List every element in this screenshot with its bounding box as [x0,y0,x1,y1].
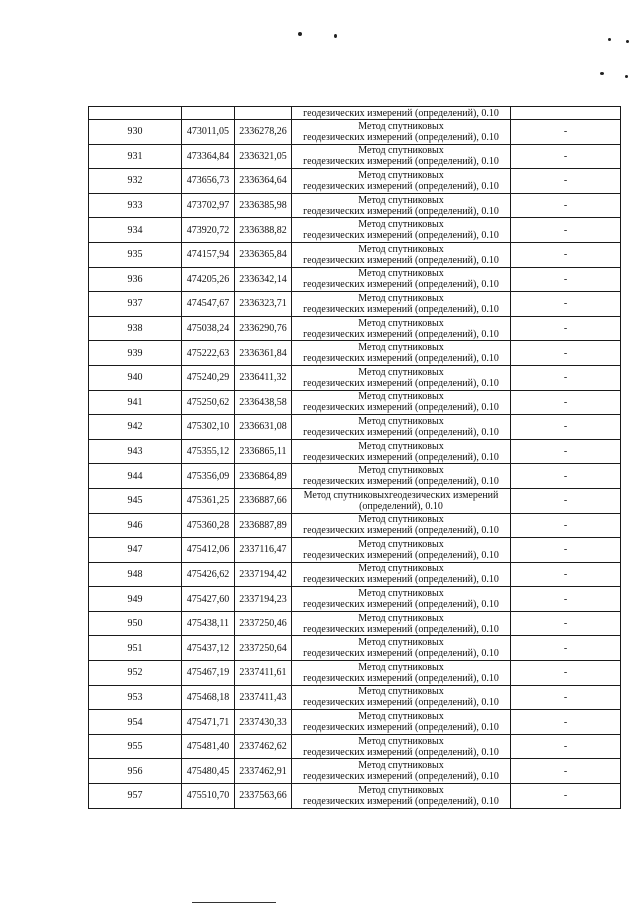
dash-cell: - [511,193,621,218]
method-cell [292,439,511,464]
table-row [89,292,621,317]
method-text: Метод спутниковых [358,661,444,673]
table-row [89,415,621,440]
method-text: геодезических измерений (определений), 0.10 [303,574,499,586]
method-text: Метод спутниковых [358,145,444,157]
dash-cell: - [511,242,621,267]
table-row [89,169,621,194]
y-coordinate-cell: 2336864,89 [235,464,292,489]
dash-cell: - [511,488,621,513]
method-text: Метод спутниковых [358,120,444,132]
method-cell [292,661,511,686]
method-text: Метод спутниковых [358,317,444,329]
method-cell [292,710,511,735]
dash-cell: - [511,464,621,489]
method-text: Метод спутниковых [358,292,444,304]
point-number-cell: 957 [89,784,182,809]
method-text: Метод спутниковых [358,465,444,477]
method-text: Метод спутниковых [358,563,444,575]
y-coordinate-cell: 2337194,23 [235,587,292,612]
method-cell [292,759,511,784]
method-text: геодезических измерений (определений), 0.10 [303,451,499,463]
y-coordinate-cell: 2336365,84 [235,242,292,267]
x-coordinate-cell: 475437,12 [182,636,235,661]
method-text: Метод спутниковых [358,588,444,600]
dash-cell: - [511,661,621,686]
y-coordinate-cell: 2337411,61 [235,661,292,686]
point-number-cell: 941 [89,390,182,415]
y-coordinate-cell: 2336385,98 [235,193,292,218]
dash-cell: - [511,415,621,440]
scan-speck [608,38,611,41]
table-row [89,710,621,735]
method-text: геодезических измерений (определений), 0.10 [303,648,499,660]
y-coordinate-cell: 2336278,26 [235,120,292,145]
point-number-cell: 952 [89,661,182,686]
x-coordinate-cell: 475038,24 [182,316,235,341]
point-number-cell: 940 [89,365,182,390]
method-cell [292,292,511,317]
y-coordinate-cell: 2336290,76 [235,316,292,341]
method-cell [292,488,511,513]
scan-speck [626,40,629,43]
table-row [89,144,621,169]
method-text: Метод спутниковых [358,637,444,649]
point-number-cell: 937 [89,292,182,317]
dash-cell: - [511,587,621,612]
point-number-cell: 947 [89,538,182,563]
method-text: геодезических измерений (определений), 0.10 [303,476,499,488]
dash-cell: - [511,144,621,169]
point-number-cell: 951 [89,636,182,661]
y-coordinate-cell: 2336342,14 [235,267,292,292]
dash-cell [511,107,621,120]
method-text: геодезических измерений (определений), 0.10 [303,623,499,635]
x-coordinate-cell: 475467,19 [182,661,235,686]
point-number-cell: 955 [89,734,182,759]
y-coordinate-cell: 2337563,66 [235,784,292,809]
dash-cell: - [511,734,621,759]
method-cell [292,415,511,440]
table-row [89,316,621,341]
table-row [89,341,621,366]
method-text: геодезических измерений (определений), 0.10 [303,230,499,242]
dash-cell: - [511,784,621,809]
x-coordinate-cell: 475361,25 [182,488,235,513]
x-coordinate-cell: 475427,60 [182,587,235,612]
method-text: Метод спутниковых [358,538,444,550]
method-cell [292,734,511,759]
method-text: геодезических измерений (определений), 0.10 [303,549,499,561]
table-row [89,562,621,587]
method-cell [292,107,511,120]
point-number-cell: 942 [89,415,182,440]
dash-cell: - [511,390,621,415]
method-cell [292,464,511,489]
method-text: Метод спутниковых [358,612,444,624]
point-number-cell: 933 [89,193,182,218]
method-cell [292,341,511,366]
method-text: геодезических измерений (определений), 0.10 [303,353,499,365]
method-text: геодезических измерений (определений), 0.10 [303,426,499,438]
coordinates-table [88,106,621,809]
point-number-cell [89,107,182,120]
y-coordinate-cell: 2336438,58 [235,390,292,415]
table-row [89,439,621,464]
x-coordinate-cell: 475510,70 [182,784,235,809]
y-coordinate-cell: 2337430,33 [235,710,292,735]
dash-cell: - [511,365,621,390]
y-coordinate-cell: 2337250,64 [235,636,292,661]
x-coordinate-cell: 474547,67 [182,292,235,317]
point-number-cell: 946 [89,513,182,538]
dash-cell: - [511,267,621,292]
method-text: геодезических измерений (определений), 0.10 [303,303,499,315]
point-number-cell: 949 [89,587,182,612]
method-text: Метод спутниковых [358,760,444,772]
method-cell [292,513,511,538]
method-text: геодезических измерений (определений), 0.10 [303,722,499,734]
method-cell [292,218,511,243]
method-text: Метод спутниковых [358,711,444,723]
x-coordinate-cell: 475222,63 [182,341,235,366]
method-text: геодезических измерений (определений), 0.10 [303,599,499,611]
method-text: Метод спутниковых [358,194,444,206]
x-coordinate-cell: 473920,72 [182,218,235,243]
table-row [89,538,621,563]
method-text: геодезических измерений (определений), 0.10 [303,328,499,340]
table-row [89,636,621,661]
x-coordinate-cell: 475360,28 [182,513,235,538]
dash-cell: - [511,759,621,784]
dash-cell: - [511,685,621,710]
x-coordinate-cell: 475412,06 [182,538,235,563]
point-number-cell: 948 [89,562,182,587]
table-row [89,390,621,415]
method-text: геодезических измерений (определений), 0.10 [303,402,499,414]
x-coordinate-cell: 475240,29 [182,365,235,390]
method-text: геодезических измерений (определений), 0.10 [303,107,499,119]
point-number-cell: 934 [89,218,182,243]
method-text: геодезических измерений (определений), 0.10 [303,377,499,389]
table-row [89,242,621,267]
table-row [89,464,621,489]
table-row [89,488,621,513]
method-text: геодезических измерений (определений), 0.10 [303,697,499,709]
y-coordinate-cell: 2337116,47 [235,538,292,563]
method-text: Метод спутниковых [358,243,444,255]
y-coordinate-cell: 2337250,46 [235,611,292,636]
method-cell [292,538,511,563]
x-coordinate-cell: 473011,05 [182,120,235,145]
point-number-cell: 935 [89,242,182,267]
method-cell [292,636,511,661]
dash-cell: - [511,513,621,538]
method-text: Метод спутниковых [358,415,444,427]
point-number-cell: 945 [89,488,182,513]
method-cell [292,784,511,809]
x-coordinate-cell: 473364,84 [182,144,235,169]
scan-speck [625,75,628,78]
y-coordinate-cell: 2336411,32 [235,365,292,390]
method-cell [292,685,511,710]
dash-cell: - [511,316,621,341]
y-coordinate-cell: 2336887,66 [235,488,292,513]
x-coordinate-cell [182,107,235,120]
point-number-cell: 956 [89,759,182,784]
method-cell [292,169,511,194]
method-text: геодезических измерений (определений), 0.10 [303,279,499,291]
method-cell [292,365,511,390]
method-text: Метод спутниковых [358,784,444,796]
point-number-cell: 931 [89,144,182,169]
method-text: геодезических измерений (определений), 0.10 [303,746,499,758]
table-row [89,611,621,636]
x-coordinate-cell: 475438,11 [182,611,235,636]
point-number-cell: 950 [89,611,182,636]
table-row [89,661,621,686]
method-text: Метод спутниковых [358,169,444,181]
method-text: Метод спутниковых [358,366,444,378]
x-coordinate-cell: 475426,62 [182,562,235,587]
table-row [89,193,621,218]
table-row [89,759,621,784]
x-coordinate-cell: 475355,12 [182,439,235,464]
method-text: Метод спутниковых [358,268,444,280]
y-coordinate-cell: 2336321,05 [235,144,292,169]
point-number-cell: 932 [89,169,182,194]
x-coordinate-cell: 474157,94 [182,242,235,267]
y-coordinate-cell: 2337462,62 [235,734,292,759]
method-cell [292,611,511,636]
y-coordinate-cell: 2336388,82 [235,218,292,243]
dash-cell: - [511,636,621,661]
method-cell [292,316,511,341]
scan-speck [600,72,604,75]
table-row-continued [89,107,621,120]
method-text: геодезических измерений (определений), 0.10 [303,131,499,143]
dash-cell: - [511,120,621,145]
x-coordinate-cell: 475480,45 [182,759,235,784]
method-text: геодезических измерений (определений), 0.10 [303,525,499,537]
method-text: геодезических измерений (определений), 0.10 [303,254,499,266]
point-number-cell: 938 [89,316,182,341]
method-cell [292,562,511,587]
x-coordinate-cell: 475468,18 [182,685,235,710]
method-text: Метод спутниковых [358,686,444,698]
dash-cell: - [511,169,621,194]
table-row [89,120,621,145]
table-row [89,784,621,809]
dash-cell: - [511,710,621,735]
method-text: Метод спутниковых [358,735,444,747]
y-coordinate-cell [235,107,292,120]
point-number-cell: 953 [89,685,182,710]
method-text: геодезических измерений (определений), 0.10 [303,205,499,217]
x-coordinate-cell: 474205,26 [182,267,235,292]
x-coordinate-cell: 475250,62 [182,390,235,415]
method-cell [292,144,511,169]
point-number-cell: 944 [89,464,182,489]
x-coordinate-cell: 473702,97 [182,193,235,218]
table-row [89,587,621,612]
y-coordinate-cell: 2336865,11 [235,439,292,464]
y-coordinate-cell: 2337411,43 [235,685,292,710]
method-cell [292,242,511,267]
scan-speck [334,34,337,38]
table-row [89,267,621,292]
point-number-cell: 939 [89,341,182,366]
method-cell [292,193,511,218]
table-row [89,365,621,390]
point-number-cell: 943 [89,439,182,464]
method-text: Метод спутниковых [358,514,444,526]
x-coordinate-cell: 475302,10 [182,415,235,440]
dash-cell: - [511,292,621,317]
x-coordinate-cell: 475356,09 [182,464,235,489]
point-number-cell: 954 [89,710,182,735]
y-coordinate-cell: 2336364,64 [235,169,292,194]
method-cell [292,120,511,145]
method-text: геодезических измерений (определений), 0.10 [303,795,499,807]
method-text: Метод спутниковых [358,342,444,354]
y-coordinate-cell: 2336361,84 [235,341,292,366]
y-coordinate-cell: 2336631,08 [235,415,292,440]
dash-cell: - [511,562,621,587]
dash-cell: - [511,611,621,636]
y-coordinate-cell: 2337194,42 [235,562,292,587]
table-row [89,685,621,710]
y-coordinate-cell: 2337462,91 [235,759,292,784]
method-text: (определений), 0.10 [359,500,443,512]
scan-speck [298,32,302,36]
x-coordinate-cell: 473656,73 [182,169,235,194]
dash-cell: - [511,341,621,366]
method-text: геодезических измерений (определений), 0.10 [303,771,499,783]
table-row [89,734,621,759]
method-text: Метод спутниковыхгеодезических измерений [303,489,499,501]
point-number-cell: 930 [89,120,182,145]
y-coordinate-cell: 2336323,71 [235,292,292,317]
table-row [89,513,621,538]
x-coordinate-cell: 475481,40 [182,734,235,759]
x-coordinate-cell: 475471,71 [182,710,235,735]
footer-rule [192,902,276,903]
table-row [89,218,621,243]
method-text: геодезических измерений (определений), 0.10 [303,180,499,192]
point-number-cell: 936 [89,267,182,292]
method-text: геодезических измерений (определений), 0.10 [303,672,499,684]
method-cell [292,587,511,612]
dash-cell: - [511,218,621,243]
method-text: Метод спутниковых [358,440,444,452]
y-coordinate-cell: 2336887,89 [235,513,292,538]
method-cell [292,390,511,415]
method-text: Метод спутниковых [358,391,444,403]
dash-cell: - [511,538,621,563]
method-cell [292,267,511,292]
dash-cell: - [511,439,621,464]
method-text: Метод спутниковых [358,219,444,231]
method-text: геодезических измерений (определений), 0.10 [303,156,499,168]
